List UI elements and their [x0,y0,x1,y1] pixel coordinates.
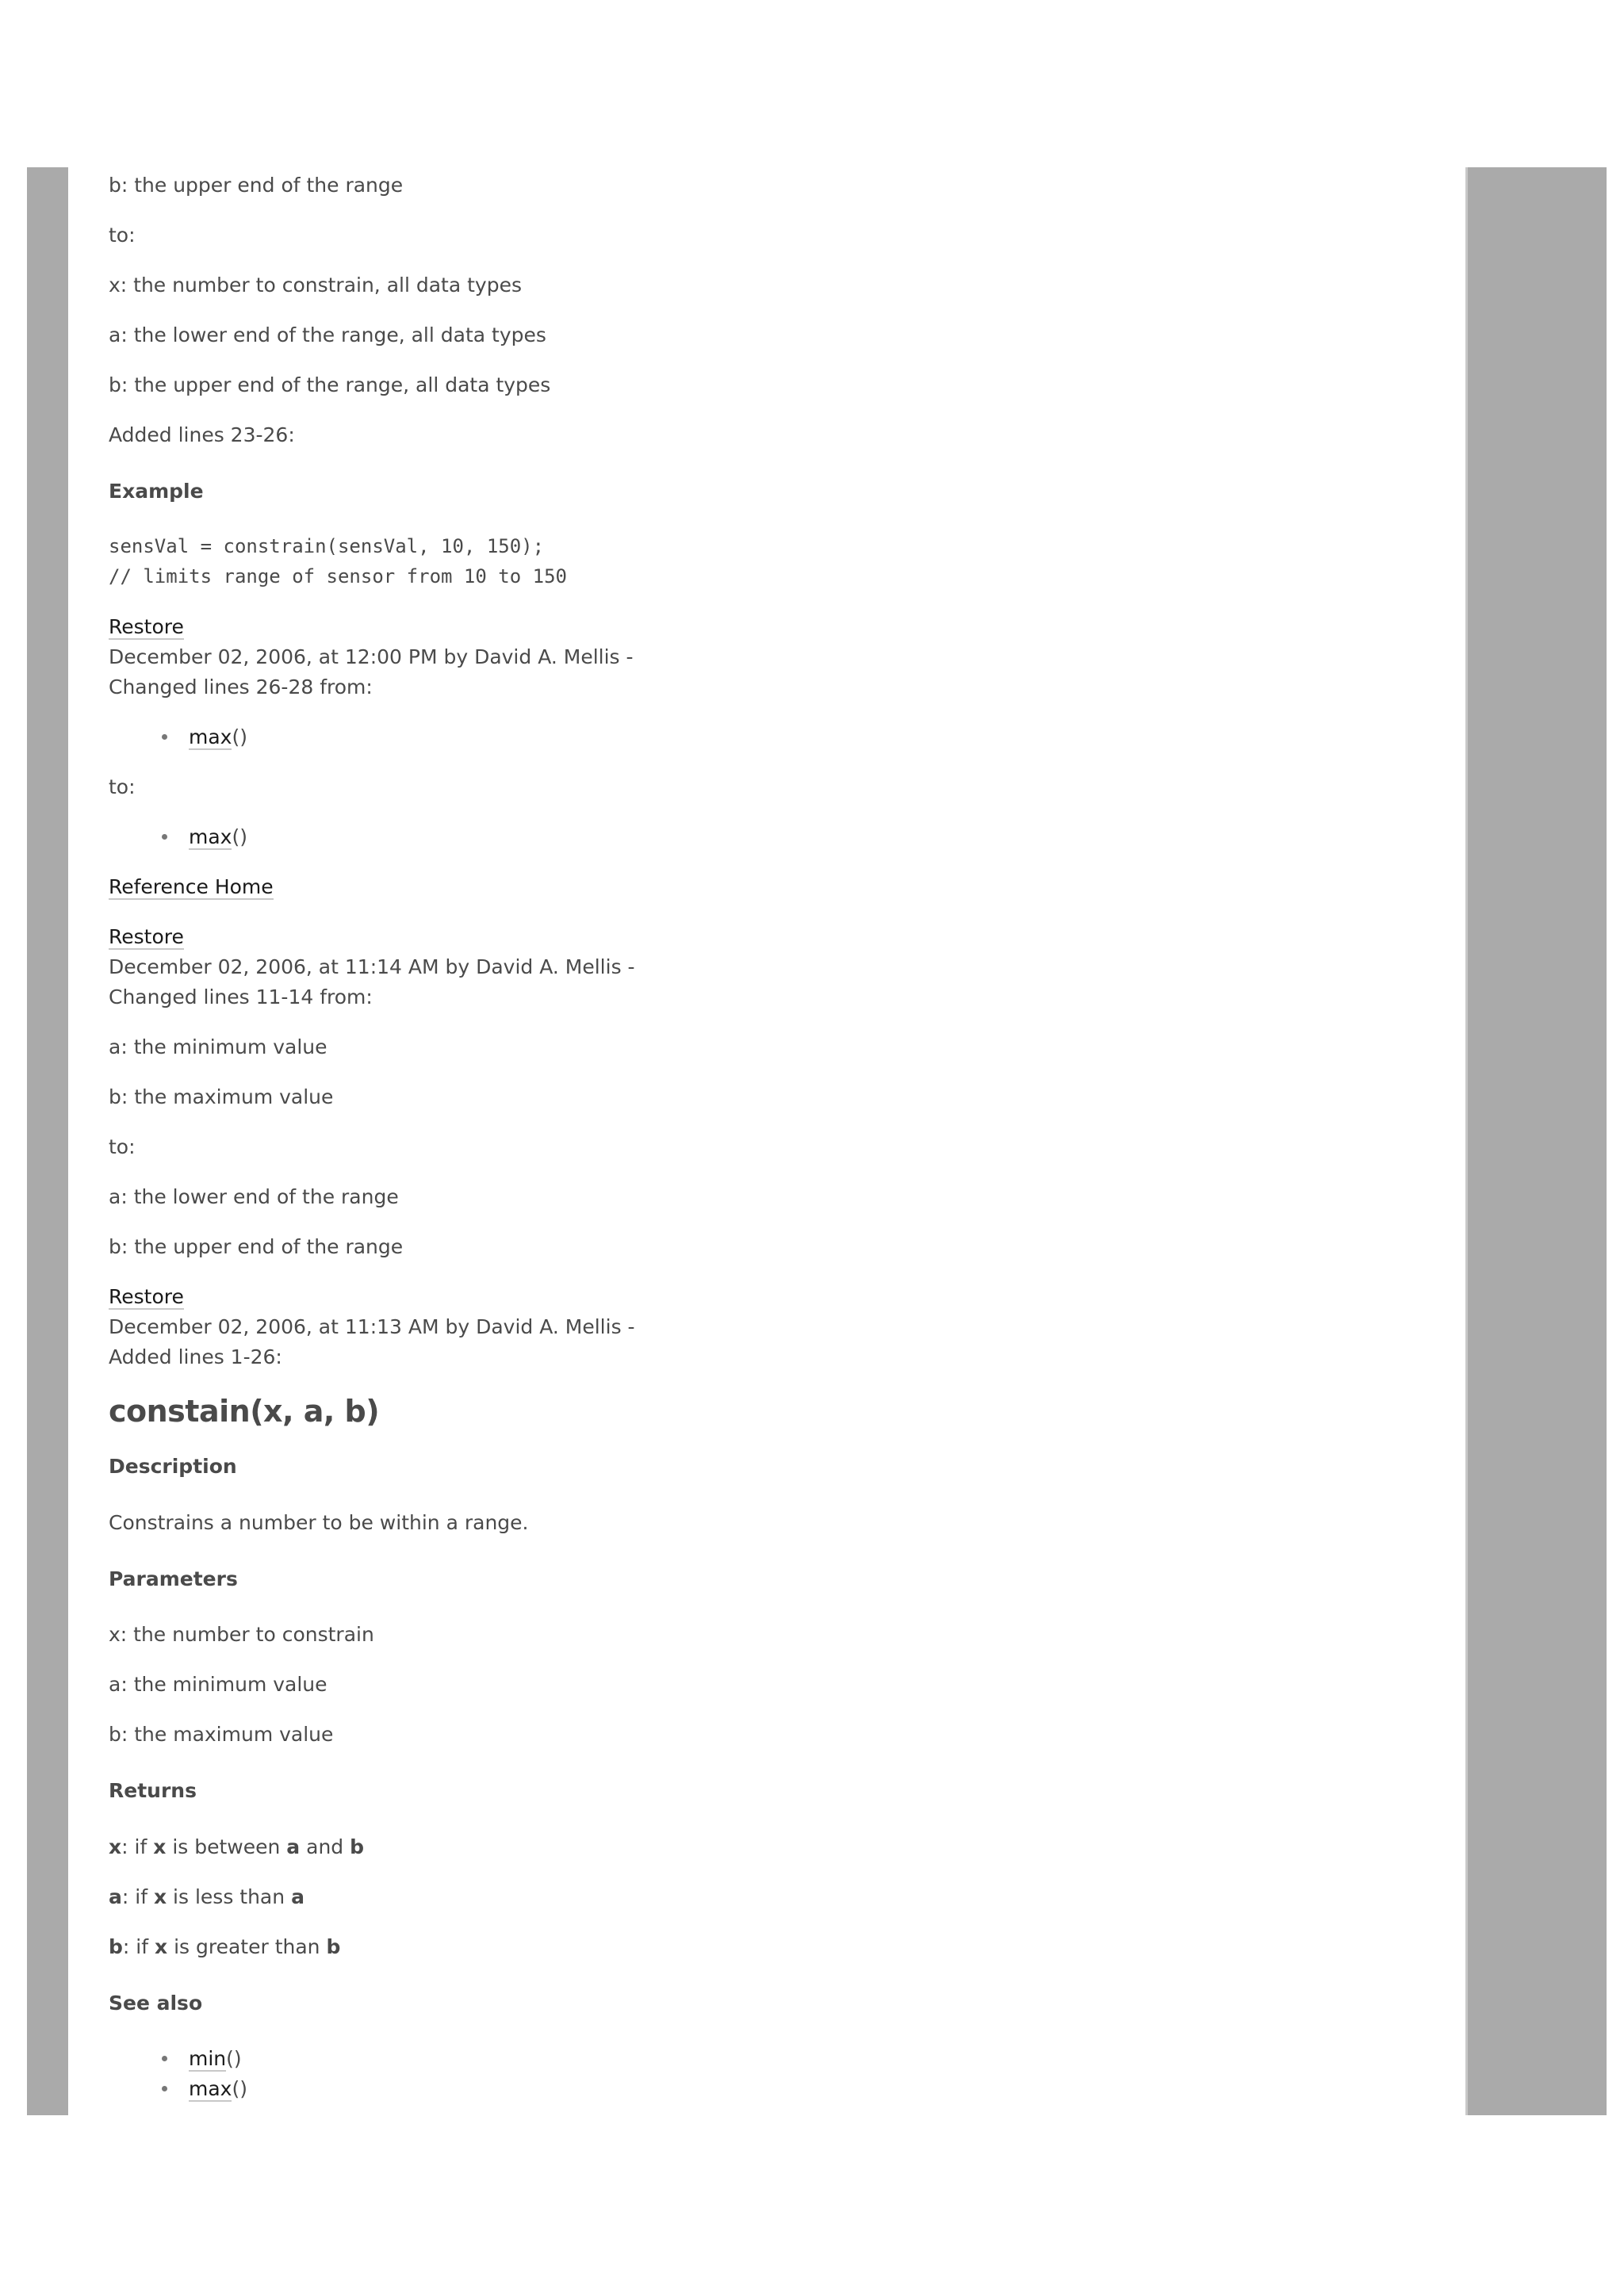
param-a-lower-all: a: the lower end of the range, all data types [109,323,546,346]
changed-lines-note: Changed lines 26-28 from: [109,675,373,698]
list-item: max() [189,2079,247,2099]
left-sidebar-bar [27,167,68,2115]
reference-home-link[interactable]: Reference Home [109,875,274,898]
max-link[interactable]: max [189,825,232,848]
revision-date: December 02, 2006, at 11:14 AM by David A. Mellis - [109,955,635,978]
bullet-icon [162,2086,167,2091]
restore-link[interactable]: Restore [109,925,184,948]
param-b-upper-all: b: the upper end of the range, all data types [109,373,551,396]
bullet-icon [162,834,167,840]
parameters-heading: Parameters [109,1567,238,1590]
max-link[interactable]: max [189,725,232,748]
min-link[interactable]: min [189,2047,227,2070]
bullet-icon [162,2056,167,2061]
param-x-constrain: x: the number to constrain [109,1623,374,1646]
returns-heading: Returns [109,1779,197,1802]
param-a-min: a: the minimum value [109,1035,327,1058]
list-item: min() [189,2049,242,2068]
list-item: max() [189,727,247,747]
bullet-icon [162,734,167,740]
to-label: to: [109,1135,136,1158]
example-heading: Example [109,480,204,503]
param-x-constrain-all: x: the number to constrain, all data types [109,274,522,297]
param-a-lower: a: the lower end of the range [109,1185,399,1208]
param-b-upper: b: the upper end of the range [109,174,404,197]
revision-date: December 02, 2006, at 11:13 AM by David A. Mellis - [109,1315,635,1338]
return-b-line: b: if x is greater than b [109,1935,341,1958]
list-item: max() [189,827,247,847]
param-a-min: a: the minimum value [109,1673,327,1696]
return-a-line: a: if x is less than a [109,1885,304,1908]
revision-date: December 02, 2006, at 12:00 PM by David A. Mellis - [109,645,634,668]
code-line-2: // limits range of sensor from 10 to 150 [109,565,567,587]
changed-lines-note: Changed lines 11-14 from: [109,985,373,1008]
return-x-line: x: if x is between a and b [109,1835,365,1858]
param-b-max: b: the maximum value [109,1085,334,1108]
to-label: to: [109,224,136,247]
param-b-max: b: the maximum value [109,1723,334,1746]
to-label: to: [109,775,136,798]
restore-link[interactable]: Restore [109,615,184,638]
max-link[interactable]: max [189,2077,232,2100]
restore-link[interactable]: Restore [109,1285,184,1308]
added-lines-note: Added lines 23-26: [109,423,295,446]
description-heading: Description [109,1455,237,1478]
code-line-1: sensVal = constrain(sensVal, 10, 150); [109,535,545,557]
right-sidebar-bar [1465,167,1607,2115]
param-b-upper: b: the upper end of the range [109,1235,404,1258]
description-text: Constrains a number to be within a range. [109,1511,529,1534]
see-also-heading: See also [109,1992,203,2015]
page-title: constain(x, a, b) [109,1394,380,1429]
added-lines-note: Added lines 1-26: [109,1345,282,1368]
